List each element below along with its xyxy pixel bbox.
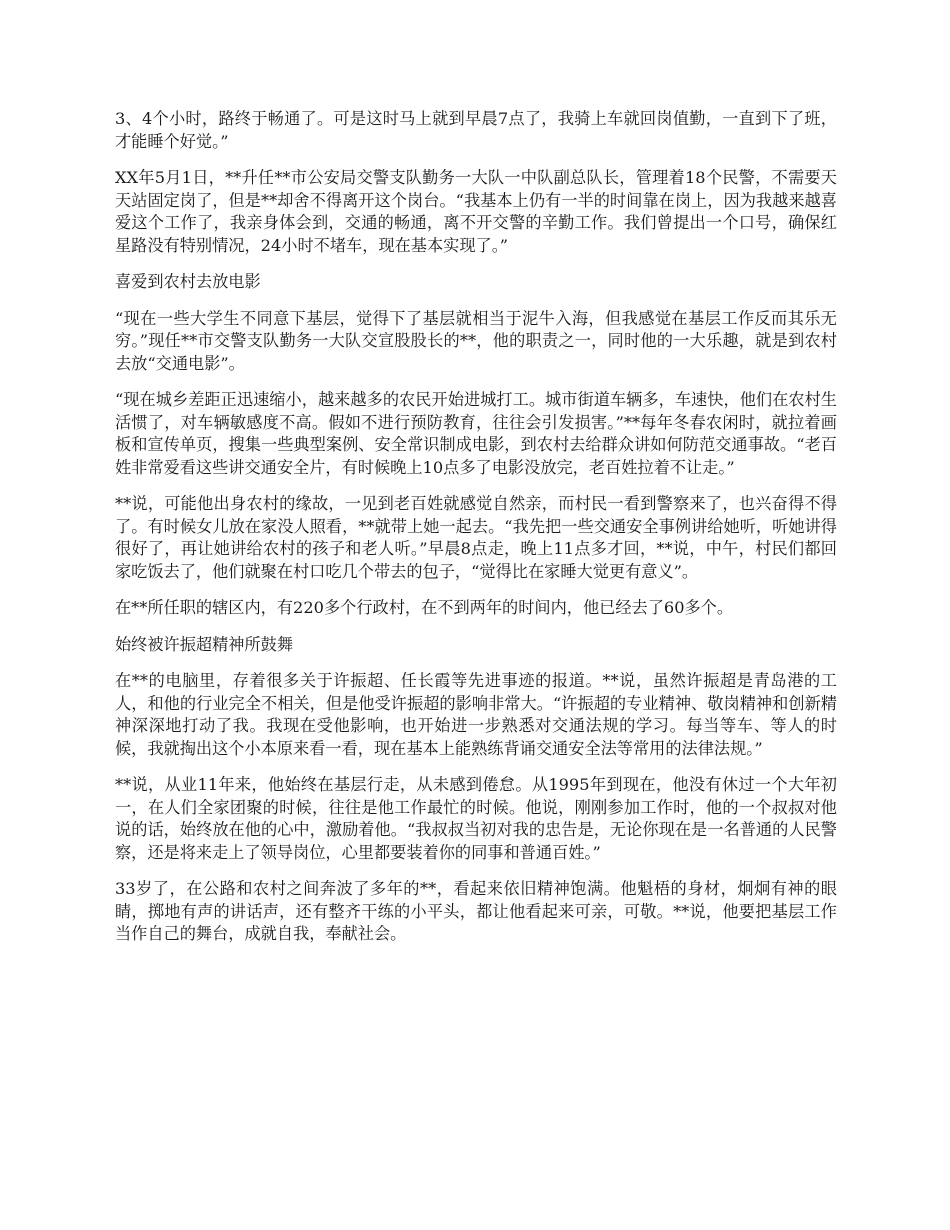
- paragraph: “现在城乡差距正迅速缩小，越来越多的农民开始进城打工。城市街道车辆多，车速快，他们在农村生活惯了，对车辆敏感度不高。假如不进行预防教育，往往会引发损害。”**每年冬春农闲时，就拉着画板和宣传单页，搜集一些典型案例、安全常识制成电影，到农村去给群众讲如何防范交通事故。“老百姓非常爱看这些讲交通安全片，有时候晚上10点多了电影没放完，老百姓拉着不让走。”: [115, 390, 837, 477]
- paragraph: XX年5月1日，**升任**市公安局交警支队勤务一大队一中队副总队长，管理着18个民警，不需要天天站固定岗了，但是**却舍不得离开这个岗台。“我基本上仍有一半的时间靠在岗上，因为我越来越喜爱这个工作了，我亲身体会到，交通的畅通，离不开交警的辛勤工作。我们曾提出一个口号，确保红星路没有特别情况，24小时不堵车，现在基本实现了。”: [115, 168, 837, 255]
- section-heading: 喜爱到农村去放电影: [115, 272, 261, 291]
- paragraph: **说，可能他出身农村的缘故，一见到老百姓就感觉自然亲，而村民一看到警察来了，也兴奋得不得了。有时候女儿放在家没人照看，**就带上她一起去。“我先把一些交通安全事例讲给她听，听她讲得很好了，再让她讲给农村的孩子和老人听。”早晨8点走，晚上11点多才回，**说，中午，村民们都回家吃饭去了，他们就聚在村口吃几个带去的包子，“觉得比在家睡大觉更有意义”。: [115, 494, 837, 581]
- section-heading: 始终被许振超精神所鼓舞: [115, 634, 294, 654]
- paragraph: “现在一些大学生不同意下基层，觉得下了基层就相当于泥牛入海，但我感觉在基层工作反而其乐无穷。”现任**市交警支队勤务一大队交宣股股长的**，他的职责之一，同时他的一大乐趣，就是到农村去放“交通电影”。: [115, 308, 837, 373]
- paragraph: 在**的电脑里，存着很多关于许振超、任长霞等先进事迹的报道。**说，虽然许振超是青岛港的工人，和他的行业完全不相关，但是他受许振超的影响非常大。“许振超的专业精神、敬岗精神和创新精神深深地打动了我。我现在受他影响，也开始进一步熟悉对交通法规的学习。每当等车、等人的时候，我就掏出这个小本原来看一看，现在基本上能熟练背诵交通安全法等常用的法律法规。”: [115, 671, 837, 758]
- paragraph: 33岁了，在公路和农村之间奔波了多年的**，看起来依旧精神饱满。他魁梧的身材，炯炯有神的眼睛，掷地有声的讲话声，还有整齐干练的小平头，都让他看起来可亲，可敬。**说，他要把基层工作当作自己的舞台，成就自我，奉献社会。: [115, 879, 837, 943]
- paragraph: 在**所任职的辖区内，有220多个行政村，在不到两年的时间内，他已经去了60多个。: [115, 598, 734, 617]
- document-body: [115, 108, 837, 960]
- paragraph: **说，从业11年来，他始终在基层行走，从未感到倦怠。从1995年到现在，他没有休过一个大年初一，在人们全家团聚的时候，往往是他工作最忙的时候。他说，刚刚参加工作时，他的一个叔叔对他说的话，始终放在他的心中，激励着他。“我叔叔当初对我的忠告是，无论你现在是一名普通的人民警察，还是将来走上了领导岗位，心里都要装着你的同事和普通百姓。”: [115, 775, 837, 862]
- paragraph: 3、4个小时，路终于畅通了。可是这时马上就到早晨7点了，我骑上车就回岗值勤，一直到下了班，才能睡个好觉。”: [115, 109, 837, 151]
